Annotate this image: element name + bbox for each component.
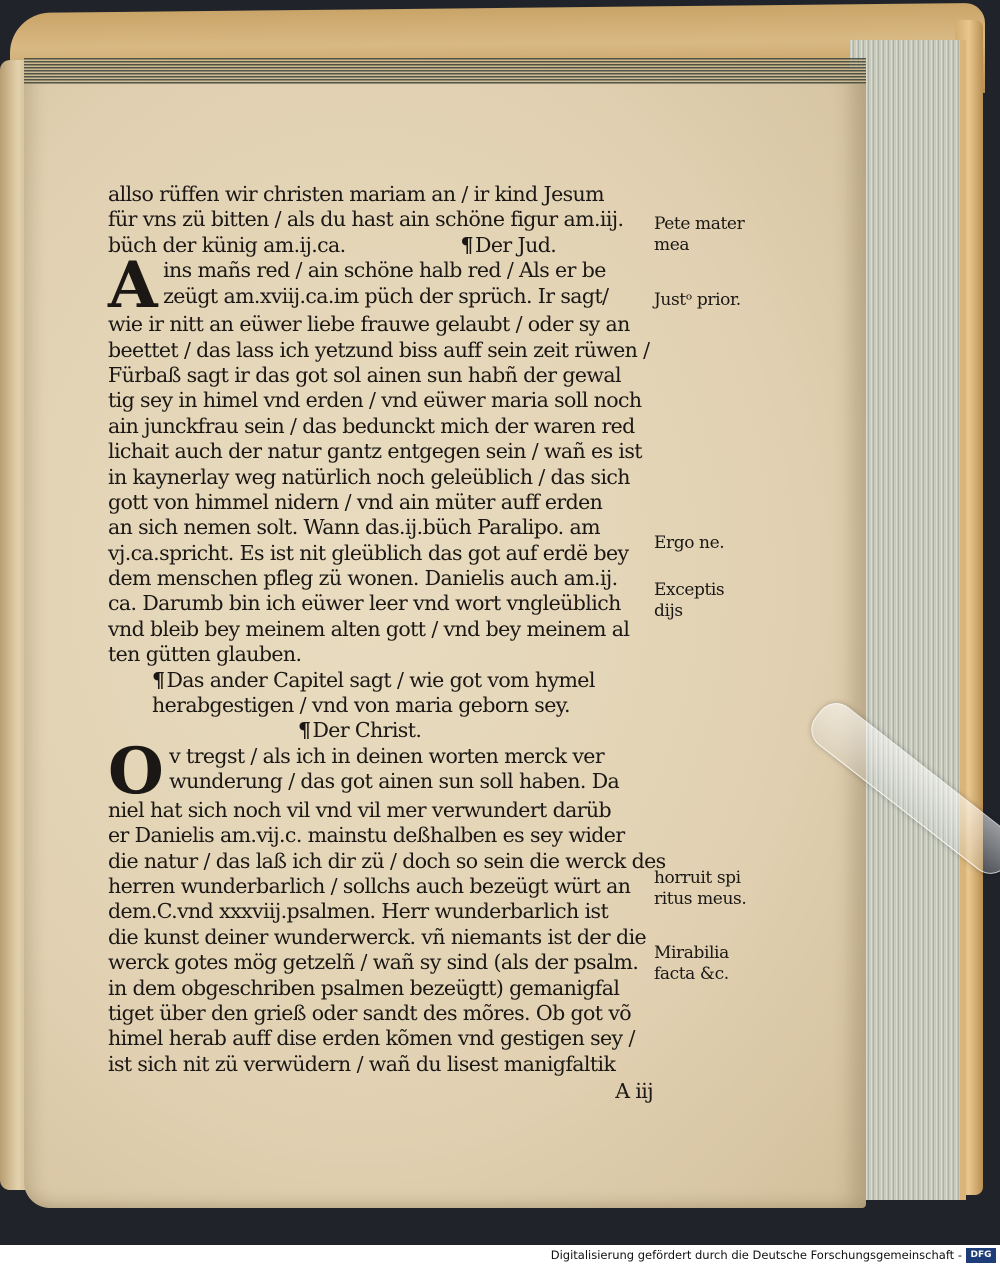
text-line: ins mañs red / ain schöne halb red / Als er be	[163, 258, 606, 283]
text-line: v tregst / als ich in deinen worten merck ver	[169, 743, 605, 768]
page-block-edges	[850, 40, 966, 1200]
page-body-text	[108, 182, 666, 1105]
marginal-line: mea	[654, 235, 690, 255]
text-line: ist sich nit zü verwüdern / wañ du lisest manigfaltik	[108, 1051, 616, 1076]
text-line: gott von himmel nidern / vnd ain müter auff erden	[108, 489, 603, 514]
text-line: tiget über den grieß oder sandt des mõres. Ob got võ	[108, 1000, 632, 1025]
text-line: die natur / das laß ich dir zü / doch so sein die werck des	[108, 848, 666, 873]
text-line: allso rüffen wir christen mariam an / ir kind Jesum	[108, 182, 604, 206]
text-line: tig sey in himel vnd erden / vnd eüwer maria soll noch	[108, 388, 642, 413]
text-line: er Danielis am.vij.c. mainstu deßhalben es sey wider	[108, 823, 625, 848]
marginal-line: Mirabilia	[654, 943, 729, 963]
dfg-logo-icon: DFG	[966, 1248, 996, 1263]
marginal-line: Pete mater	[654, 214, 745, 234]
text-line: werck gotes mög getzelñ / wañ sy sind (als der psalm.	[108, 950, 639, 975]
text-line	[108, 233, 653, 258]
text-line: wie ir nitt an eüwer liebe frauwe gelaubt / oder sy an	[108, 312, 630, 337]
marginal-note-1	[654, 214, 744, 256]
marginal-line: ritus meus.	[654, 889, 747, 909]
initial-capital-a: A	[108, 248, 158, 324]
chapter-heading-line	[108, 668, 653, 693]
footer-bar	[0, 1245, 1000, 1267]
text-fragment: büch der künig am.ij.ca.	[108, 232, 346, 257]
chapter-heading-text: Das ander Capitel sagt / wie got vom hymel	[166, 667, 595, 692]
pilcrow-mark: ¶	[152, 667, 165, 692]
text-line: die kunst deiner wunderwerck. vñ niemants ist der die	[108, 924, 647, 949]
marginal-note-6	[654, 943, 729, 985]
text-line: an sich nemen solt. Wann das.ij.büch Paralipo. am	[108, 515, 600, 540]
text-line: in dem obgeschriben psalmen bezeügtt) gemanigfal	[108, 975, 620, 1000]
marginal-line: Exceptis	[654, 580, 725, 600]
text-line: ain junckfrau sein / das bedunckt mich der waren red	[108, 413, 635, 438]
pilcrow-mark: ¶	[298, 718, 311, 743]
text-line: vnd bleib bey meinem alten gott / vnd bey meinem al	[108, 616, 630, 641]
initial-capital-o: O	[108, 733, 164, 809]
text-line: niel hat sich noch vil vnd vil mer verwundert darüb	[108, 797, 612, 822]
page-stack-top	[24, 58, 866, 84]
text-line: herren wunderbarlich / sollchs auch bezeügt würt an	[108, 873, 631, 898]
marginal-line: facta &c.	[654, 964, 729, 984]
marginal-line: Ergo ne.	[654, 533, 725, 553]
marginal-line: dijs	[654, 601, 683, 621]
text-line: ca. Darumb bin ich eüwer leer vnd wort vngleüblich	[108, 591, 621, 616]
marginal-note-5	[654, 868, 746, 910]
text-line: für vns zü bitten / als du hast ain schöne figur am.iij.	[108, 207, 624, 232]
text-line: ten gütten glauben.	[108, 642, 302, 667]
text-line: beettet / das lass ich yetzund biss auff sein zeit rüwen /	[108, 337, 650, 362]
chapter-heading-line: herabgestigen / vnd von maria geborn sey.	[152, 693, 570, 718]
signature-mark: A iij	[615, 1079, 653, 1104]
marginal-note-3	[654, 533, 724, 554]
pilcrow-mark: ¶	[460, 232, 473, 257]
text-line: vj.ca.spricht. Es ist nit gleüblich das got auf erdë bey	[108, 540, 629, 565]
funding-credit: Digitalisierung gefördert durch die Deutsche Forschungsgemeinschaft -	[550, 1248, 962, 1262]
text-line: Fürbaß sagt ir das got sol ainen sun habñ der gewal	[108, 362, 621, 387]
text-line: dem.C.vnd xxxviij.psalmen. Herr wunderbarlich ist	[108, 899, 609, 924]
marginal-note-4	[654, 580, 724, 622]
marginal-note-2	[654, 290, 741, 311]
marginal-line: Justᵒ prior.	[654, 290, 741, 310]
text-line: in kaynerlay weg natürlich noch geleüblich / das sich	[108, 464, 630, 489]
text-line: lichait auch der natur gantz entgegen sein / wañ es ist	[108, 439, 642, 464]
text-line: himel herab auff dise erden kõmen vnd gestigen sey /	[108, 1026, 635, 1051]
speaker-heading-line	[108, 718, 653, 743]
speaker-heading-christ: Der Christ.	[312, 718, 422, 743]
speaker-heading-jew: Der Jud.	[475, 232, 557, 257]
text-line: dem menschen pfleg zü wonen. Danielis auch am.ij.	[108, 566, 618, 591]
text-line: wunderung / das got ainen sun soll haben. Da	[169, 769, 620, 794]
text-line: zeügt am.xviij.ca.im püch der sprüch. Ir sagt/	[163, 283, 609, 308]
marginal-line: horruit spi	[654, 868, 741, 888]
